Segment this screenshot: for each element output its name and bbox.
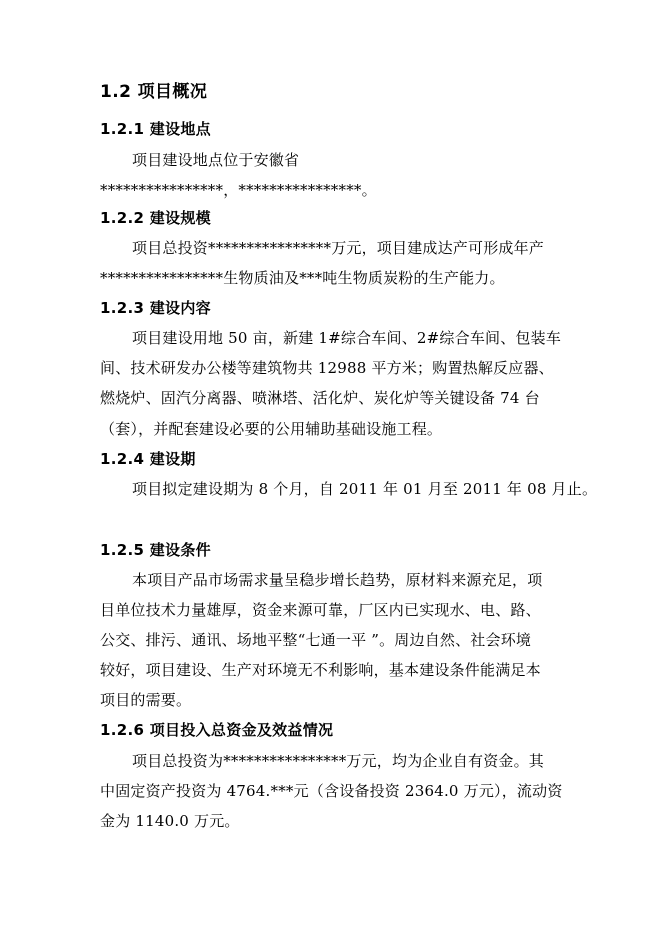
paragraph-line: 间、技术研发办公楼等建筑物共 12988 平方米；购置热解反应器、 bbox=[100, 359, 554, 377]
paragraph-line: 目单位技术力量雄厚，资金来源可靠，厂区内已实现水、电、路、 bbox=[100, 601, 541, 619]
paragraph-line: ****************生物质油及***吨生物质炭粉的生产能力。 bbox=[100, 269, 505, 287]
paragraph-line: 项目拟定建设期为 8 个月，自 2011 年 01 月至 2011 年 08 月止。 bbox=[132, 480, 598, 498]
paragraph-line: 项目总投资为****************万元，均为企业自有资金。其 bbox=[132, 752, 545, 770]
paragraph-line: 项目的需要。 bbox=[100, 691, 192, 709]
paragraph-line: 中固定资产投资为 4764.***元（含设备投资 2364.0 万元），流动资 bbox=[100, 782, 563, 800]
subsection-heading-1-2-3: 1.2.3 建设内容 bbox=[100, 299, 211, 317]
subsection-heading-1-2-1: 1.2.1 建设地点 bbox=[100, 120, 211, 138]
paragraph-line: 金为 1140.0 万元。 bbox=[100, 812, 240, 830]
paragraph-line: 燃烧炉、固汽分离器、喷淋塔、活化炉、炭化炉等关键设备 74 台 bbox=[100, 389, 540, 407]
paragraph-line: 项目总投资****************万元，项目建成达产可形成年产 bbox=[132, 239, 545, 257]
subsection-heading-1-2-4: 1.2.4 建设期 bbox=[100, 450, 196, 468]
subsection-heading-1-2-5: 1.2.5 建设条件 bbox=[100, 541, 211, 559]
paragraph-line: （套），并配套建设必要的公用辅助基础设施工程。 bbox=[100, 420, 443, 438]
subsection-heading-1-2-6: 1.2.6 项目投入总资金及效益情况 bbox=[100, 721, 334, 739]
paragraph-line: 项目建设地点位于安徽省 bbox=[132, 151, 300, 169]
subsection-heading-1-2-2: 1.2.2 建设规模 bbox=[100, 209, 211, 227]
paragraph-line: 项目建设用地 50 亩，新建 1#综合车间、2#综合车间、包装车 bbox=[132, 329, 562, 347]
paragraph-line: 公交、排污、通讯、场地平整“七通一平 ”。周边自然、社会环境 bbox=[100, 631, 532, 649]
paragraph-line: 本项目产品市场需求量呈稳步增长趋势，原材料来源充足，项 bbox=[132, 571, 543, 589]
paragraph-line: 较好，项目建设、生产对环境无不利影响，基本建设条件能满足本 bbox=[100, 661, 541, 679]
paragraph-line: ****************，****************。 bbox=[100, 181, 377, 199]
section-title: 1.2 项目概况 bbox=[100, 82, 208, 102]
